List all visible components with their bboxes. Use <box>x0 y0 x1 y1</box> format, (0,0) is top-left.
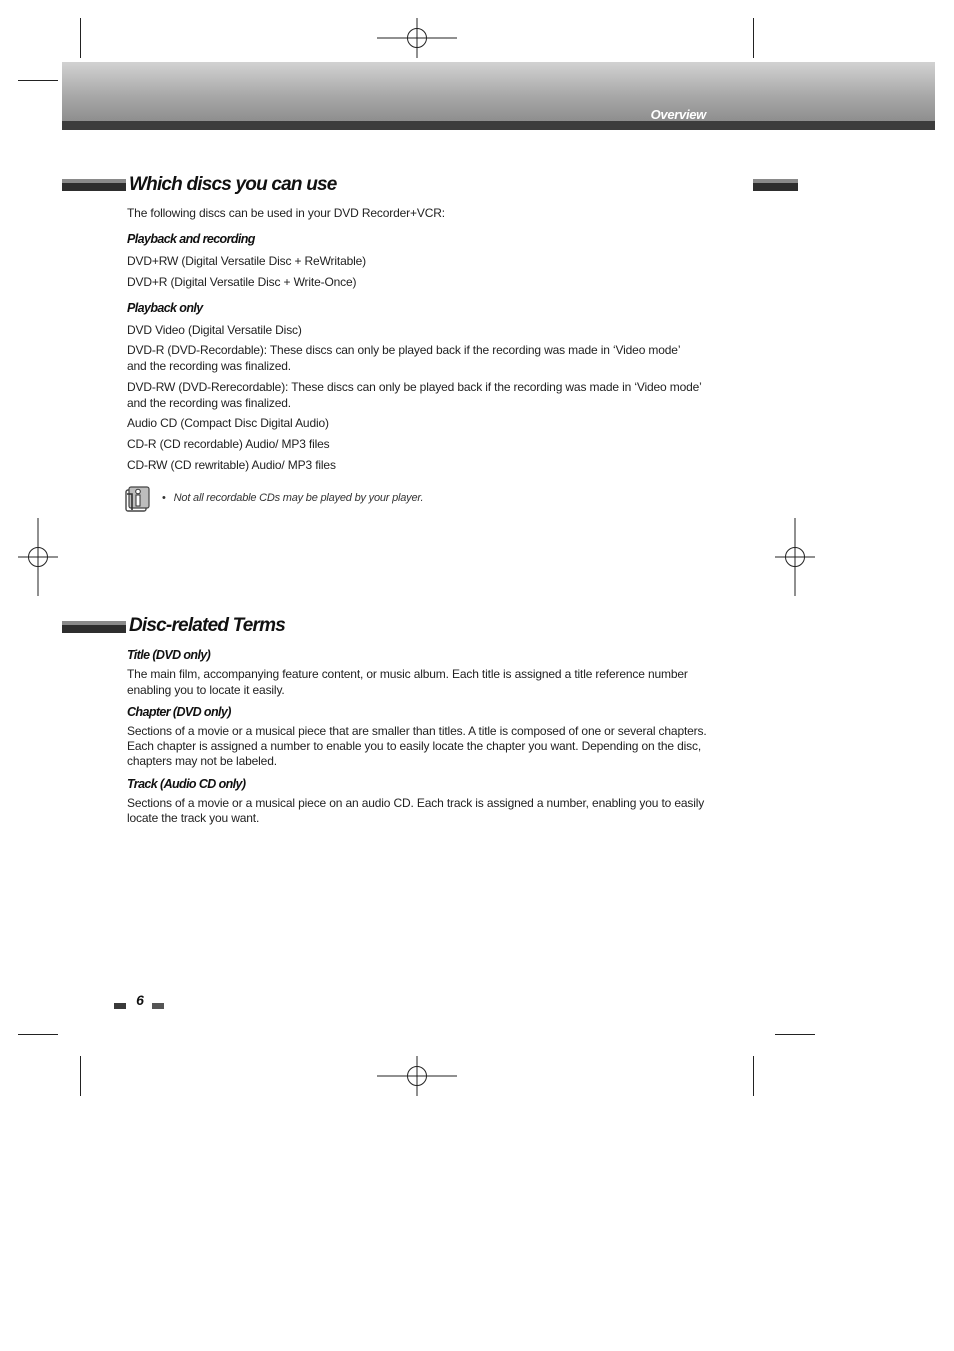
page-number-bar-right <box>152 1003 164 1009</box>
crop-mark-bottom-left-v <box>80 1056 81 1096</box>
term-definition: Sections of a movie or a musical piece on an audio CD. Each track is assigned a number, enabling you to easily locate the track you want. <box>127 796 705 825</box>
note-text: Not all recordable CDs may be played by your player. <box>173 492 424 504</box>
crop-mark-bottom-right-h <box>775 1034 815 1035</box>
disc-item: DVD+RW (Digital Versatile Disc + ReWritable) <box>127 254 367 268</box>
section-label: Overview <box>650 107 706 122</box>
crop-mark-bottom-left-h <box>18 1034 58 1035</box>
heading-bar-left <box>62 179 126 191</box>
heading-bar-right <box>753 179 798 191</box>
registration-mark-right <box>775 518 815 596</box>
group-heading-playback-only: Playback only <box>127 301 203 315</box>
section-intro: The following discs can be used in your DVD Recorder+VCR: <box>127 206 445 220</box>
term-track: Track (Audio CD only) <box>127 777 246 791</box>
registration-mark-bottom <box>377 1056 457 1096</box>
header-band <box>62 62 935 122</box>
page-number: 6 <box>136 992 144 1008</box>
heading-bar-left <box>62 621 126 633</box>
disc-item: Audio CD (Compact Disc Digital Audio) <box>127 416 329 430</box>
note <box>162 492 423 504</box>
disc-item: DVD-RW (DVD-Rerecordable): These discs can only be played back if the recording was made in ‘Video mode’ and the recording was finalized. <box>127 380 702 410</box>
term-title: Title (DVD only) <box>127 648 211 662</box>
crop-mark-top-left-h <box>18 80 58 81</box>
disc-item: CD-RW (CD rewritable) Audio/ MP3 files <box>127 458 336 472</box>
header-rule <box>62 121 935 130</box>
term-chapter: Chapter (DVD only) <box>127 705 231 719</box>
disc-item: DVD-R (DVD-Recordable): These discs can only be played back if the recording was made in ‘Video mode’ and the recording was finalized. <box>127 343 680 373</box>
disc-item: DVD+R (Digital Versatile Disc + Write-Once) <box>127 275 357 289</box>
crop-mark-top-right-v <box>753 18 754 58</box>
term-definition: Sections of a movie or a musical piece that are smaller than titles. A title is composed of one or several chapters. Each chapter is assigned a number to enable you to easily locate the chapter you want. Depending on the disc, chapters may not be labeled. <box>127 724 707 768</box>
registration-mark-top <box>377 18 457 58</box>
note-bullet: • <box>162 492 166 504</box>
info-icon <box>124 485 150 513</box>
crop-mark-top-left-v <box>80 18 81 58</box>
crop-mark-bottom-right-v <box>753 1056 754 1096</box>
section-title-discs: Which discs you can use <box>129 174 337 195</box>
page-number-bar-left <box>114 1003 126 1009</box>
disc-item: CD-R (CD recordable) Audio/ MP3 files <box>127 437 330 451</box>
group-heading-playback-recording: Playback and recording <box>127 232 255 246</box>
disc-item: DVD Video (Digital Versatile Disc) <box>127 323 302 337</box>
section-title-terms: Disc-related Terms <box>129 615 285 636</box>
registration-mark-left <box>18 518 58 596</box>
term-definition: The main film, accompanying feature content, or music album. Each title is assigned a title reference number enabling you to locate it easily. <box>127 667 688 697</box>
